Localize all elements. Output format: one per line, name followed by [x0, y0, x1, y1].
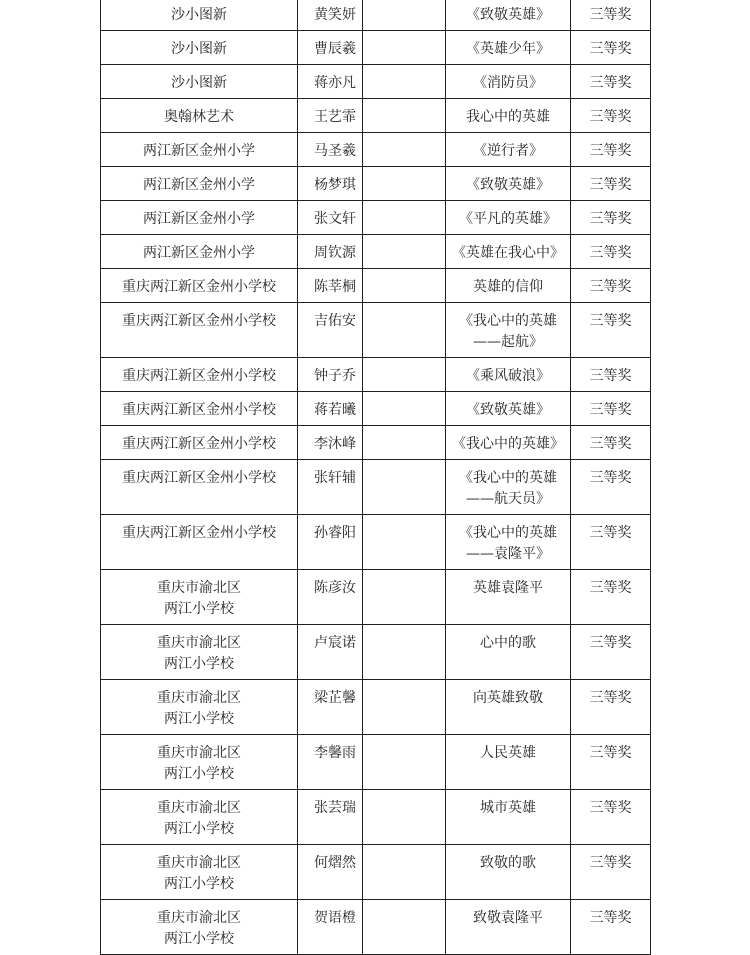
work-title-cell — [446, 235, 571, 269]
work-title-text: 致敬的歌 — [480, 855, 536, 871]
work-title-text: 英雄的信仰 — [473, 279, 543, 295]
school-text: 重庆两江新区金州小学校 — [122, 470, 276, 486]
name-cell — [298, 0, 363, 31]
name-cell — [298, 460, 363, 515]
school-text: 两江新区金州小学 — [143, 177, 255, 193]
school-text: 重庆市渝北区 两江小学校 — [157, 690, 241, 727]
work-title-cell — [446, 201, 571, 235]
name-text: 贺语橙 — [314, 910, 356, 926]
work-title-cell — [446, 65, 571, 99]
name-cell — [298, 31, 363, 65]
name-cell — [298, 426, 363, 460]
name-text: 王艺霏 — [314, 109, 356, 125]
school-text: 奥翰林艺术 — [164, 109, 234, 125]
empty-cell — [363, 269, 446, 303]
table-row — [101, 201, 651, 235]
award-cell — [571, 303, 651, 358]
name-cell — [298, 167, 363, 201]
school-text: 重庆两江新区金州小学校 — [122, 402, 276, 418]
school-cell — [101, 790, 298, 845]
school-text: 重庆两江新区金州小学校 — [122, 368, 276, 384]
empty-cell — [363, 515, 446, 570]
school-cell — [101, 235, 298, 269]
name-text: 梁芷馨 — [314, 690, 356, 706]
school-cell — [101, 358, 298, 392]
empty-cell — [363, 735, 446, 790]
work-title-text: 《我心中的英雄 ——航天员》 — [459, 470, 557, 507]
award-text: 三等奖 — [589, 143, 632, 159]
name-cell — [298, 845, 363, 900]
award-text: 三等奖 — [589, 690, 632, 706]
school-cell — [101, 680, 298, 735]
table-row — [101, 625, 651, 680]
school-text: 沙小图新 — [171, 41, 227, 57]
empty-cell — [363, 31, 446, 65]
work-title-cell — [446, 460, 571, 515]
school-text: 沙小图新 — [171, 75, 227, 91]
empty-cell — [363, 570, 446, 625]
table-row — [101, 426, 651, 460]
table-row — [101, 790, 651, 845]
school-text: 重庆两江新区金州小学校 — [122, 279, 276, 295]
award-cell — [571, 167, 651, 201]
empty-cell — [363, 358, 446, 392]
award-text: 三等奖 — [589, 313, 632, 329]
table-row — [101, 515, 651, 570]
work-title-text: 《逆行者》 — [473, 143, 543, 159]
table-row — [101, 392, 651, 426]
table-row — [101, 735, 651, 790]
work-title-text: 《消防员》 — [473, 75, 543, 91]
school-cell — [101, 570, 298, 625]
work-title-cell — [446, 426, 571, 460]
school-cell — [101, 0, 298, 31]
name-cell — [298, 900, 363, 955]
table-row — [101, 65, 651, 99]
work-title-text: 《英雄少年》 — [466, 41, 550, 57]
award-text: 三等奖 — [589, 41, 632, 57]
award-cell — [571, 358, 651, 392]
work-title-cell — [446, 845, 571, 900]
name-text: 卢宸诺 — [314, 635, 356, 651]
empty-cell — [363, 845, 446, 900]
school-cell — [101, 900, 298, 955]
table-row — [101, 680, 651, 735]
award-text: 三等奖 — [589, 7, 632, 23]
work-title-cell — [446, 133, 571, 167]
school-cell — [101, 460, 298, 515]
work-title-text: 《致敬英雄》 — [466, 402, 550, 418]
award-text: 三等奖 — [589, 75, 632, 91]
school-cell — [101, 735, 298, 790]
award-cell — [571, 392, 651, 426]
award-text: 三等奖 — [589, 580, 632, 596]
work-title-cell — [446, 570, 571, 625]
school-cell — [101, 303, 298, 358]
award-text: 三等奖 — [589, 109, 632, 125]
work-title-cell — [446, 31, 571, 65]
award-cell — [571, 99, 651, 133]
school-text: 重庆两江新区金州小学校 — [122, 525, 276, 541]
school-text: 重庆市渝北区 两江小学校 — [157, 910, 241, 947]
award-cell — [571, 845, 651, 900]
name-text: 张文轩 — [314, 211, 356, 227]
school-text: 重庆市渝北区 两江小学校 — [157, 745, 241, 782]
table-row — [101, 99, 651, 133]
name-cell — [298, 201, 363, 235]
name-cell — [298, 392, 363, 426]
school-text: 重庆市渝北区 两江小学校 — [157, 635, 241, 672]
name-cell — [298, 790, 363, 845]
table-row — [101, 358, 651, 392]
school-cell — [101, 625, 298, 680]
name-text: 孙睿阳 — [314, 525, 356, 541]
award-text: 三等奖 — [589, 855, 632, 871]
name-text: 张芸瑞 — [314, 800, 356, 816]
award-cell — [571, 0, 651, 31]
name-cell — [298, 303, 363, 358]
work-title-text: 心中的歌 — [480, 635, 536, 651]
award-table — [100, 0, 651, 955]
name-cell — [298, 735, 363, 790]
name-text: 曹辰羲 — [314, 41, 356, 57]
empty-cell — [363, 99, 446, 133]
work-title-text: 向英雄致敬 — [473, 690, 543, 706]
empty-cell — [363, 625, 446, 680]
name-cell — [298, 358, 363, 392]
work-title-text: 《致敬英雄》 — [466, 7, 550, 23]
award-cell — [571, 235, 651, 269]
work-title-cell — [446, 735, 571, 790]
school-cell — [101, 269, 298, 303]
school-cell — [101, 65, 298, 99]
table-row — [101, 133, 651, 167]
table-row — [101, 845, 651, 900]
school-cell — [101, 31, 298, 65]
name-cell — [298, 680, 363, 735]
award-text: 三等奖 — [589, 211, 632, 227]
work-title-text: 《我心中的英雄 ——袁隆平》 — [459, 525, 557, 562]
table-row — [101, 0, 651, 31]
work-title-cell — [446, 515, 571, 570]
award-cell — [571, 900, 651, 955]
empty-cell — [363, 133, 446, 167]
school-cell — [101, 426, 298, 460]
name-text: 陈莘桐 — [314, 279, 356, 295]
name-text: 蒋亦凡 — [314, 75, 356, 91]
work-title-cell — [446, 625, 571, 680]
school-cell — [101, 99, 298, 133]
empty-cell — [363, 460, 446, 515]
empty-cell — [363, 426, 446, 460]
empty-cell — [363, 201, 446, 235]
work-title-cell — [446, 392, 571, 426]
school-text: 重庆两江新区金州小学校 — [122, 313, 276, 329]
table-row — [101, 235, 651, 269]
work-title-text: 《致敬英雄》 — [466, 177, 550, 193]
award-cell — [571, 201, 651, 235]
name-text: 吉佑安 — [314, 313, 356, 329]
school-cell — [101, 515, 298, 570]
work-title-text: 我心中的英雄 — [466, 109, 550, 125]
name-text: 蒋若曦 — [314, 402, 356, 418]
work-title-cell — [446, 269, 571, 303]
award-text: 三等奖 — [589, 635, 632, 651]
work-title-cell — [446, 303, 571, 358]
work-title-cell — [446, 790, 571, 845]
table-row — [101, 31, 651, 65]
school-text: 沙小图新 — [171, 7, 227, 23]
school-text: 重庆市渝北区 两江小学校 — [157, 855, 241, 892]
school-text: 重庆两江新区金州小学校 — [122, 436, 276, 452]
award-text: 三等奖 — [589, 800, 632, 816]
name-cell — [298, 99, 363, 133]
award-cell — [571, 133, 651, 167]
award-text: 三等奖 — [589, 368, 632, 384]
name-text: 马圣羲 — [314, 143, 356, 159]
work-title-text: 城市英雄 — [480, 800, 536, 816]
award-cell — [571, 735, 651, 790]
name-cell — [298, 133, 363, 167]
work-title-text: 人民英雄 — [480, 745, 536, 761]
work-title-text: 《我心中的英雄》 — [452, 436, 564, 452]
award-cell — [571, 426, 651, 460]
school-cell — [101, 845, 298, 900]
work-title-cell — [446, 167, 571, 201]
table-row — [101, 303, 651, 358]
school-cell — [101, 167, 298, 201]
work-title-text: 《乘风破浪》 — [466, 368, 550, 384]
award-cell — [571, 515, 651, 570]
empty-cell — [363, 303, 446, 358]
name-text: 陈彦汝 — [314, 580, 356, 596]
name-cell — [298, 570, 363, 625]
school-text: 重庆市渝北区 两江小学校 — [157, 580, 241, 617]
work-title-text: 《我心中的英雄 ——起航》 — [459, 313, 557, 350]
school-text: 两江新区金州小学 — [143, 211, 255, 227]
name-text: 李馨雨 — [314, 745, 356, 761]
name-cell — [298, 65, 363, 99]
empty-cell — [363, 167, 446, 201]
table-row — [101, 900, 651, 955]
school-text: 两江新区金州小学 — [143, 245, 255, 261]
work-title-cell — [446, 900, 571, 955]
empty-cell — [363, 392, 446, 426]
table-row — [101, 460, 651, 515]
award-text: 三等奖 — [589, 436, 632, 452]
work-title-cell — [446, 99, 571, 133]
name-cell — [298, 515, 363, 570]
award-cell — [571, 680, 651, 735]
award-cell — [571, 269, 651, 303]
award-cell — [571, 570, 651, 625]
award-cell — [571, 65, 651, 99]
name-cell — [298, 625, 363, 680]
award-cell — [571, 460, 651, 515]
name-text: 李沐峰 — [314, 436, 356, 452]
award-cell — [571, 31, 651, 65]
award-cell — [571, 790, 651, 845]
award-text: 三等奖 — [589, 402, 632, 418]
award-text: 三等奖 — [589, 745, 632, 761]
name-text: 张轩辅 — [314, 470, 356, 486]
name-text: 钟子乔 — [314, 368, 356, 384]
work-title-text: 《英雄在我心中》 — [452, 245, 564, 261]
work-title-text: 英雄袁隆平 — [473, 580, 543, 596]
empty-cell — [363, 0, 446, 31]
name-cell — [298, 269, 363, 303]
award-text: 三等奖 — [589, 470, 632, 486]
award-table-body — [101, 0, 651, 955]
school-text: 重庆市渝北区 两江小学校 — [157, 800, 241, 837]
table-row — [101, 570, 651, 625]
name-cell — [298, 235, 363, 269]
award-text: 三等奖 — [589, 525, 632, 541]
award-cell — [571, 625, 651, 680]
name-text: 杨梦琪 — [314, 177, 356, 193]
table-row — [101, 167, 651, 201]
school-cell — [101, 201, 298, 235]
work-title-text: 致敬袁隆平 — [473, 910, 543, 926]
work-title-cell — [446, 358, 571, 392]
award-text: 三等奖 — [589, 279, 632, 295]
work-title-cell — [446, 680, 571, 735]
table-row — [101, 269, 651, 303]
name-text: 黄笑妍 — [314, 7, 356, 23]
school-cell — [101, 133, 298, 167]
empty-cell — [363, 680, 446, 735]
award-text: 三等奖 — [589, 910, 632, 926]
work-title-cell — [446, 0, 571, 31]
empty-cell — [363, 790, 446, 845]
award-text: 三等奖 — [589, 245, 632, 261]
work-title-text: 《平凡的英雄》 — [459, 211, 557, 227]
empty-cell — [363, 900, 446, 955]
school-text: 两江新区金州小学 — [143, 143, 255, 159]
name-text: 周钦源 — [314, 245, 356, 261]
name-text: 何熠然 — [314, 855, 356, 871]
school-cell — [101, 392, 298, 426]
empty-cell — [363, 65, 446, 99]
empty-cell — [363, 235, 446, 269]
award-text: 三等奖 — [589, 177, 632, 193]
